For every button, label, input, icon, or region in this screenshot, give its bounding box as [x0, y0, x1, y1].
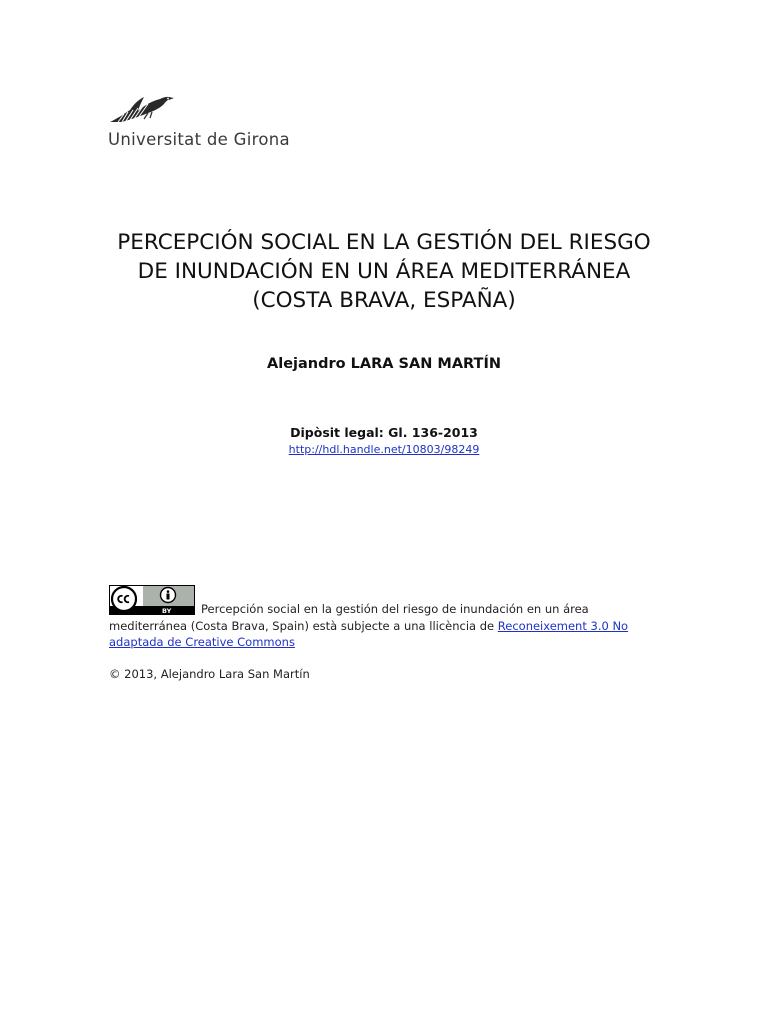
university-logo — [108, 92, 328, 154]
bird-icon — [108, 92, 178, 126]
title-line-1: PERCEPCIÓN SOCIAL EN LA GESTIÓN DEL RIESGO — [117, 230, 651, 255]
license-statement — [109, 601, 649, 651]
license-link[interactable]: Reconeixement 3.0 No adaptada de Creative Commons — [109, 618, 629, 649]
copyright-line: © 2013, Alejandro Lara San Martín — [109, 667, 310, 681]
handle-link[interactable]: http://hdl.handle.net/10803/98249 — [288, 443, 480, 456]
handle-link-row — [0, 443, 768, 456]
legal-deposit: Dipòsit legal: Gl. 136-2013 — [290, 425, 478, 440]
license-text: Percepción social en la gestión del riesgo de inundación en un área mediterránea (Costa Brava, Spain) està subjecte a una llicència de — [109, 602, 589, 633]
document-title — [90, 228, 678, 315]
title-line-2: DE INUNDACIÓN EN UN ÁREA MEDITERRÁNEA — [137, 259, 631, 284]
title-line-3: (COSTA BRAVA, ESPAÑA) — [252, 288, 516, 313]
by-label: BY — [162, 607, 172, 615]
institution-name: Universitat de Girona — [108, 130, 290, 149]
author-name: Alejandro LARA SAN MARTÍN — [267, 356, 501, 372]
